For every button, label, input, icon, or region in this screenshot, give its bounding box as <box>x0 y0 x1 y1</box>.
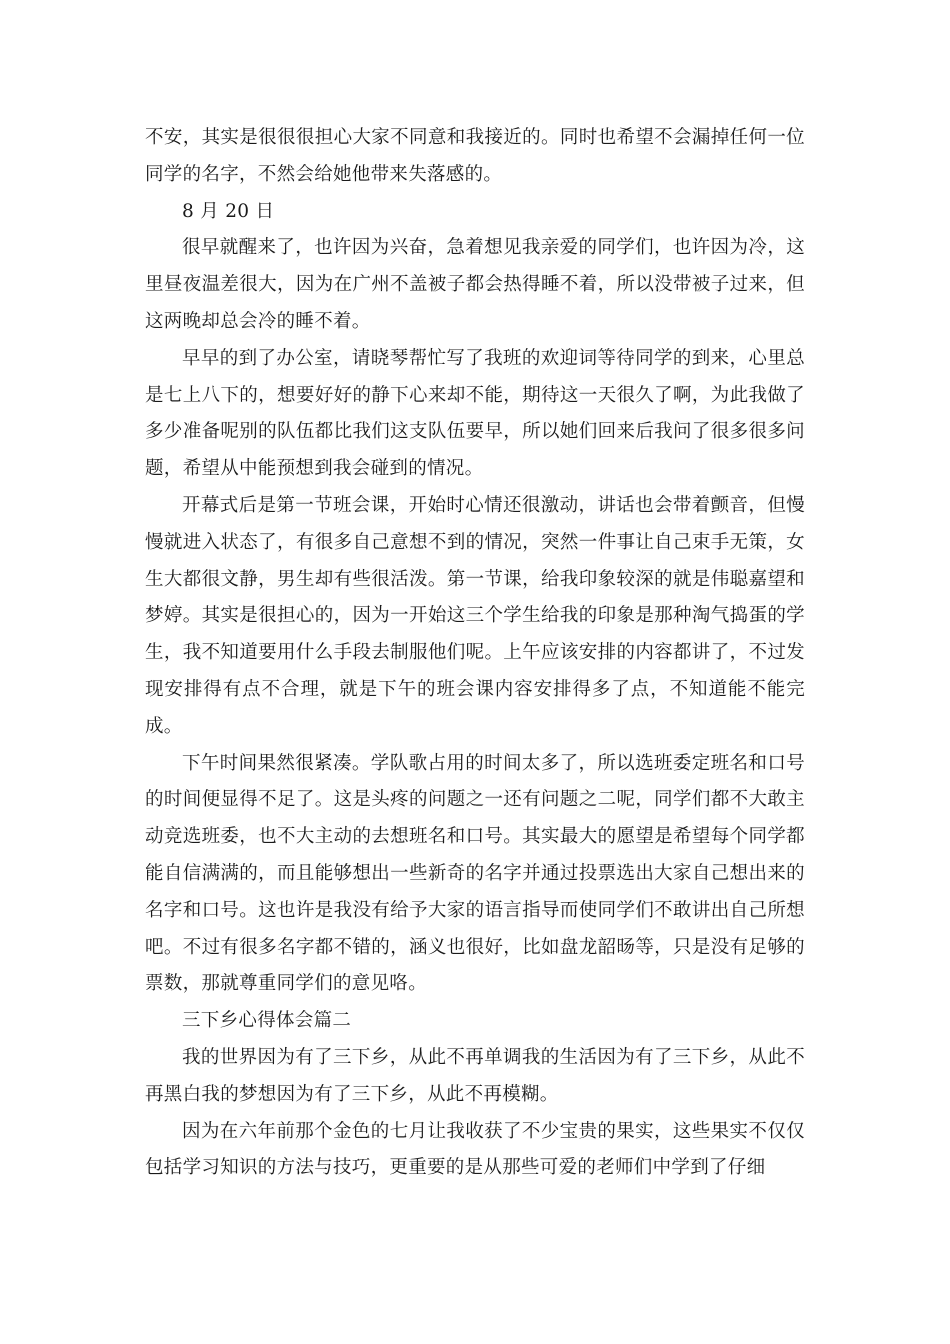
paragraph: 开幕式后是第一节班会课，开始时心情还很激动，讲话也会带着颤音，但慢慢就进入状态了，有很多自己意想不到的情况，突然一件事让自己束手无策，女生大都很文静，男生却有些很活泼。第一节课，给我印象较深的就是伟聪嘉望和梦婷。其实是很担心的，因为一开始这三个学生给我的印象是那种淘气捣蛋的学生，我不知道要用什么手段去制服他们呢。上午应该安排的内容都讲了，不过发现安排得有点不合理，就是下午的班会课内容安排得多了点，不知道能不能完成。 <box>145 494 805 737</box>
paragraph: 我的世界因为有了三下乡，从此不再单调我的生活因为有了三下乡，从此不再黑白我的梦想因为有了三下乡，从此不再模糊。 <box>145 1046 805 1105</box>
paragraph-continuation: 不安，其实是很很很担心大家不同意和我接近的。同时也希望不会漏掉任何一位同学的名字，不然会给她他带来失落感的。 <box>145 127 805 185</box>
paragraph: 下午时间果然很紧凑。学队歌占用的时间太多了，所以选班委定班名和口号的时间便显得不足了。这是头疼的问题之一还有问题之二呢，同学们都不大敢主动竞选班委，也不大主动的去想班名和口号。其实最大的愿望是希望每个同学都能自信满满的，而且能够想出一些新奇的名字并通过投票选出大家自己想出来的名字和口号。这也许是我没有给予大家的语言指导而使同学们不敢讲出自己所想吧。不过有很多名字都不错的，涵义也很好，比如盘龙韶旸等，只是没有足够的票数，那就尊重同学们的意见咯。 <box>145 752 805 995</box>
paragraph: 很早就醒来了，也许因为兴奋，急着想见我亲爱的同学们，也许因为冷，这里昼夜温差很大，因为在广州不盖被子都会热得睡不着，所以没带被子过来，但这两晚却总会冷的睡不着。 <box>145 237 805 332</box>
paragraph: 早早的到了办公室，请晓琴帮忙写了我班的欢迎词等待同学的到来，心里总是七上八下的，想要好好的静下心来却不能，期待这一天很久了啊，为此我做了多少准备呢别的队伍都比我们这支队伍要早，所以她们回来后我问了很多很多问题，希望从中能预想到我会碰到的情况。 <box>145 347 805 480</box>
section-heading: 三下乡心得体会篇二 <box>182 1010 352 1032</box>
document-body <box>145 120 805 1187</box>
paragraph: 因为在六年前那个金色的七月让我收获了不少宝贵的果实，这些果实不仅仅包括学习知识的方法与技巧，更重要的是从那些可爱的老师们中学到了仔细 <box>145 1120 805 1179</box>
date-heading: 8 月 20 日 <box>182 200 275 222</box>
